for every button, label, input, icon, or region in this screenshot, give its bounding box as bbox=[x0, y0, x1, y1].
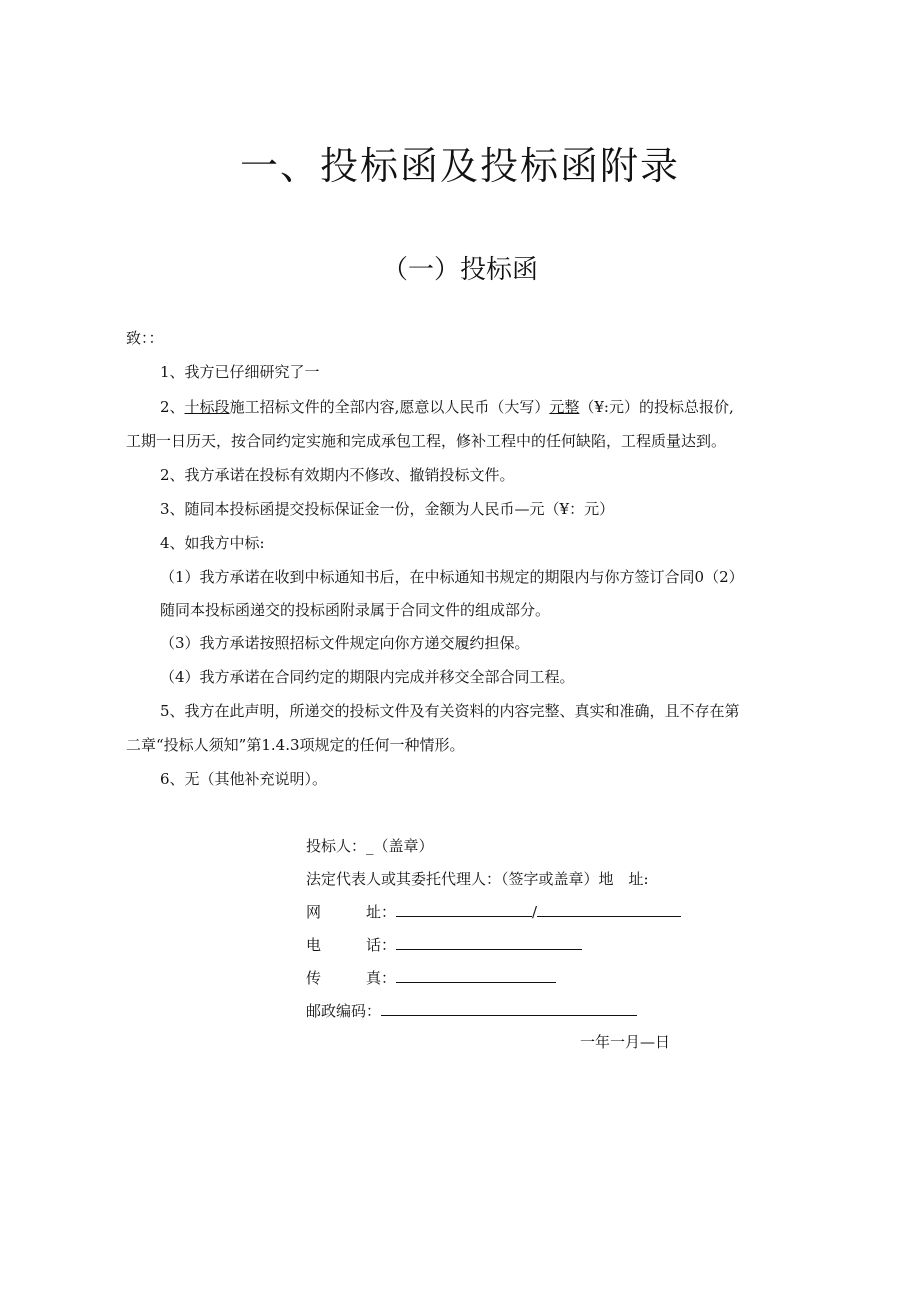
phone-line bbox=[306, 935, 582, 955]
document-title: 一、投标函及投标函附录 bbox=[239, 144, 680, 188]
website-line bbox=[306, 902, 681, 922]
paragraph-6-line-1: 5、我方在此声明，所递交的投标文件及有关资料的内容完整、真实和准确，且不存在第 bbox=[160, 702, 740, 720]
postcode-line bbox=[306, 1001, 637, 1021]
website-label: 网 址： bbox=[306, 903, 397, 921]
fax-line bbox=[306, 968, 556, 988]
postcode-blank bbox=[381, 1001, 637, 1016]
paragraph-5-item-1-line-1: （1）我方承诺在收到中标通知书后，在中标通知书规定的期限内与你方签订合同0（2） bbox=[160, 568, 744, 586]
paragraph-5-item-1-line-2: 随同本投标函递交的投标函附录属于合同文件的组成部分。 bbox=[160, 601, 551, 619]
phone-label: 电 话： bbox=[306, 936, 397, 954]
website-separator: / bbox=[532, 903, 538, 921]
paragraph-3: 2、我方承诺在投标有效期内不修改、撤销投标文件。 bbox=[160, 466, 515, 484]
fax-blank bbox=[396, 968, 556, 983]
website-blank-2 bbox=[537, 902, 681, 917]
paragraph-7: 6、无（其他补充说明）。 bbox=[160, 770, 328, 788]
document-subtitle: （一）投标函 bbox=[381, 255, 538, 285]
paragraph-4: 3、随同本投标函提交投标保证金一份，金额为人民币—元（¥：元） bbox=[160, 500, 615, 518]
section-underlined: 十标段 bbox=[184, 398, 230, 416]
amount-underlined: 元整 bbox=[549, 398, 580, 416]
date-line: 一年一月—日 bbox=[580, 1033, 671, 1051]
website-blank-1 bbox=[396, 902, 532, 917]
paragraph-6-line-2: 二章“投标人须知”第1.4.3项规定的任何一种情形。 bbox=[126, 736, 465, 754]
paragraph-2-suffix: （¥:元）的投标总报价, bbox=[579, 398, 734, 416]
paragraph-2-prefix: 2、 bbox=[160, 398, 185, 416]
postcode-label: 邮政编码： bbox=[306, 1002, 382, 1020]
paragraph-2-line-1 bbox=[160, 397, 734, 417]
representative-line: 法定代表人或其委托代理人：（签字或盖章）地 址: bbox=[306, 870, 649, 888]
phone-blank bbox=[396, 935, 582, 950]
paragraph-5-item-4: （4）我方承诺在合同约定的期限内完成并移交全部合同工程。 bbox=[160, 668, 575, 686]
paragraph-2-line-2: 工期一日历天，按合同约定实施和完成承包工程，修补工程中的任何缺陷，工程质量达到。 bbox=[126, 432, 727, 450]
paragraph-1: 1、我方已仔细研究了一 bbox=[160, 363, 320, 381]
paragraph-2-mid: 施工招标文件的全部内容,愿意以人民币（大写） bbox=[229, 398, 550, 416]
fax-label: 传 真： bbox=[306, 969, 397, 987]
paragraph-5: 4、如我方中标: bbox=[160, 534, 265, 552]
salutation: 致：： bbox=[126, 329, 164, 347]
bidder-line: 投标人：_（盖章） bbox=[306, 837, 434, 855]
paragraph-5-item-3: （3）我方承诺按照招标文件规定向你方递交履约担保。 bbox=[160, 634, 530, 652]
